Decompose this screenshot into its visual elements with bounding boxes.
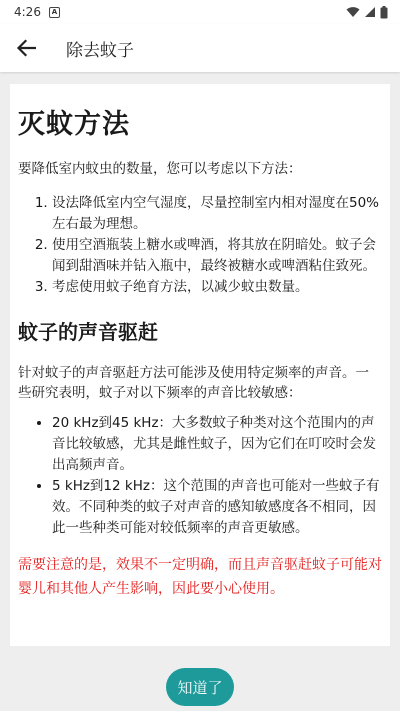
- method-item: 2. 使用空酒瓶装上糖水或啤酒，将其放在阴暗处。蚊子会闻到甜酒味并钻入瓶中，最终被糖水或啤酒粘住致死。: [52, 235, 382, 277]
- app-bar: [0, 24, 400, 72]
- sub-heading: 蚊子的声音驱赶: [18, 320, 158, 344]
- intro-text: 要降低室内蚊虫的数量，您可以考虑以下方法：: [18, 161, 302, 177]
- battery-icon: [380, 6, 388, 19]
- signal-icon: [364, 6, 376, 18]
- frequency-list: [18, 413, 382, 539]
- notification-icon: A: [49, 7, 60, 18]
- page-title: 除去蚊子: [66, 40, 134, 61]
- status-time: 4:26: [14, 5, 41, 19]
- back-arrow-icon[interactable]: [16, 39, 36, 57]
- frequency-item: • 20 kHz到45 kHz：大多数蚊子种类对这个范围内的声音比较敏感，尤其是雌性蚊子，因为它们在叮咬时会发出高频声音。: [52, 413, 382, 476]
- method-list: [18, 193, 382, 298]
- wifi-icon: [346, 6, 360, 18]
- back-button[interactable]: [2, 24, 50, 72]
- warning-text: 需要注意的是，效果不一定明确，而且声音驱赶蚊子可能对婴儿和其他人产生影响，因此要小心使用。: [18, 557, 382, 597]
- frequency-item: • 5 kHz到12 kHz：这个范围的声音也可能对一些蚊子有效。不同种类的蚊子对声音的感知敏感度各不相同，因此一些种类可能对较低频率的声音更敏感。: [52, 476, 382, 539]
- status-bar: [0, 0, 400, 24]
- body-text: 针对蚊子的声音驱赶方法可能涉及使用特定频率的声音。一些研究表明，蚊子对以下频率的声音比较敏感：: [18, 365, 369, 401]
- main-heading: 灭蚊方法: [18, 109, 130, 140]
- content-card: [10, 84, 390, 646]
- got-it-button[interactable]: 知道了: [166, 668, 234, 706]
- method-item: 3. 考虑使用蚊子绝育方法，以减少蚊虫数量。: [52, 277, 382, 298]
- method-item: 1. 设法降低室内空气湿度，尽量控制室内相对湿度在50%左右最为理想。: [52, 193, 382, 235]
